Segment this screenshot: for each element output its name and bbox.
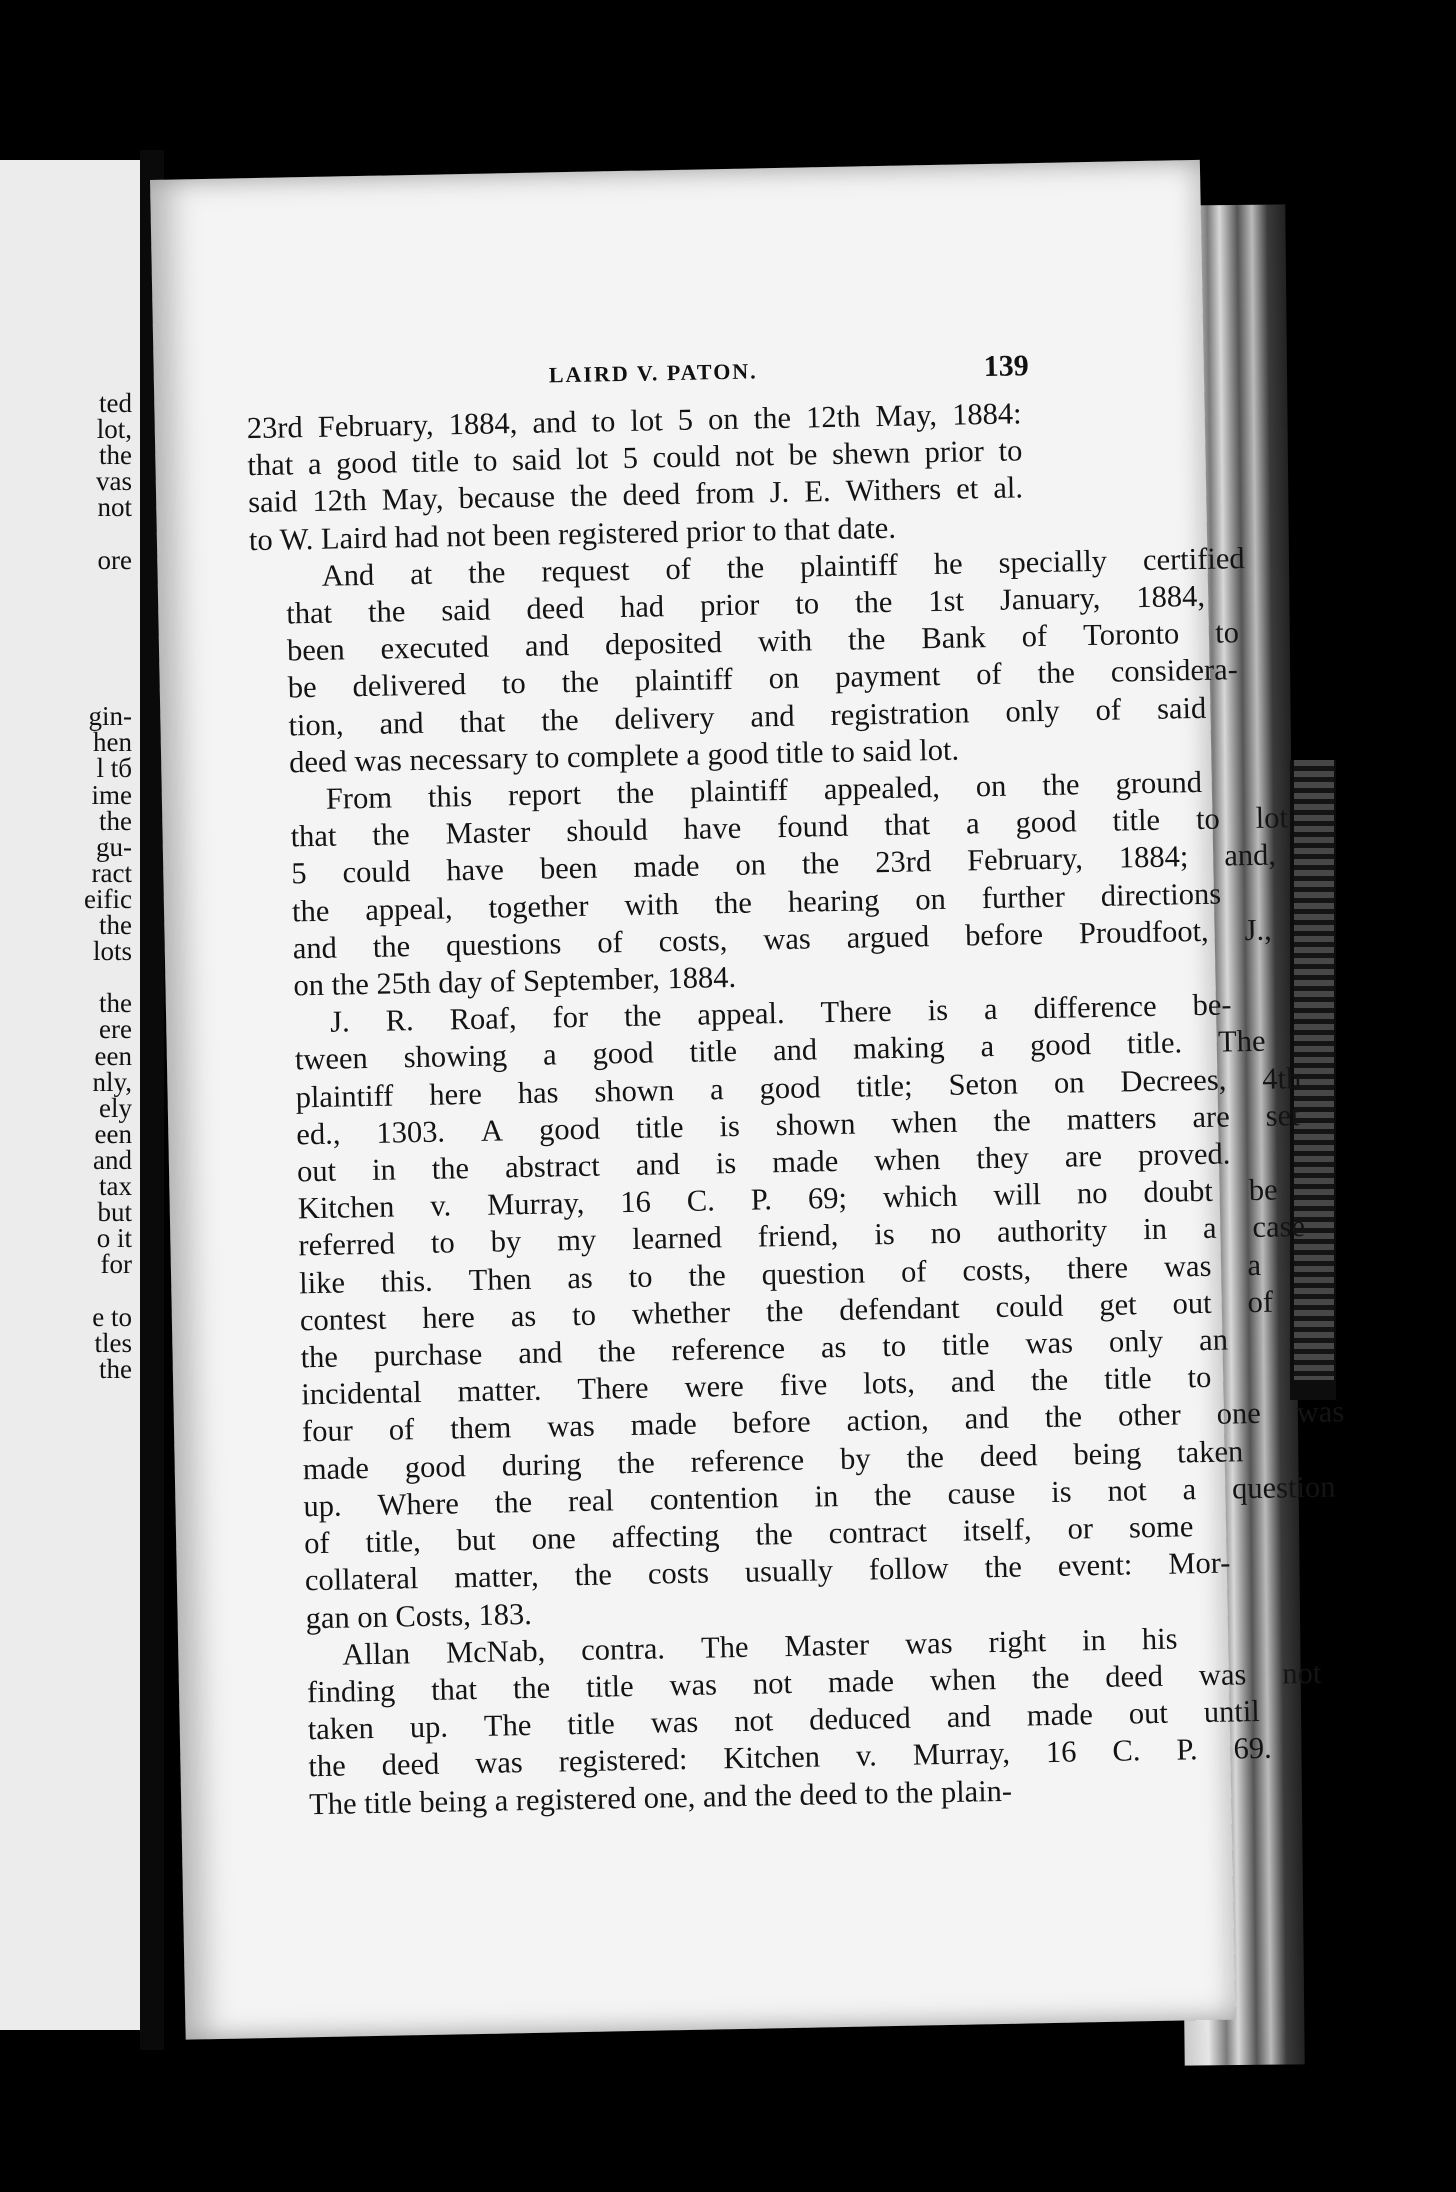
left-page-line: the	[99, 805, 132, 836]
paragraph	[258, 987, 1345, 1637]
left-page-line: gin-	[88, 701, 132, 732]
page-number: 139	[983, 349, 1030, 384]
left-page-line: ely	[99, 1092, 132, 1123]
left-page-line: the	[99, 440, 132, 471]
left-page-line: lots	[92, 936, 132, 967]
text-line: made good during the reference by the deed being taken	[302, 1433, 1244, 1486]
text-line: the purchase and the reference as to title was only an	[300, 1322, 1229, 1375]
left-page-line: and	[93, 1144, 132, 1175]
left-page-line: ime	[91, 779, 132, 810]
text-line: gan on Costs, 183.	[305, 1596, 533, 1635]
left-page-line: hen	[93, 727, 132, 758]
left-page-line: tles	[94, 1327, 132, 1358]
book-page	[150, 160, 1345, 2040]
left-page-line: not	[97, 492, 132, 523]
left-page-line: e to	[92, 1301, 132, 1332]
paragraph	[254, 764, 1289, 1005]
left-page-line: ere	[99, 1014, 132, 1045]
text-line: 23rd February, 1884, and to lot 5 on the 12th May, 1884:	[246, 396, 1022, 446]
text-line: the appeal, together with the hearing on further directions	[291, 876, 1222, 929]
left-page-line: lot,	[96, 414, 132, 445]
text-line: taken up. The title was not deduced and made out until	[307, 1694, 1261, 1747]
left-page-line: ract	[91, 857, 132, 888]
text-line: J. R. Roaf, for the appeal. There is a difference be-	[329, 987, 1232, 1039]
text-line: referred to by my learned friend, is no authority in a case	[298, 1209, 1306, 1263]
left-page-line: gu-	[96, 831, 132, 862]
text-line: that the Master should have found that a good title to lot	[290, 800, 1289, 854]
text-line: ed., 1303. A good title is shown when the matters are set	[296, 1097, 1300, 1152]
left-page-line: vas	[96, 466, 132, 497]
text-line: out in the abstract and is made when they are proved.	[296, 1136, 1231, 1189]
left-page-fragment	[0, 160, 146, 2030]
text-line: and the questions of costs, was argued before Proudfoot, J.,	[292, 912, 1273, 966]
text-line: collateral matter, the costs usually follow the event: Mor-	[304, 1545, 1231, 1598]
text-line: to W. Laird had not been registered prior to that date.	[248, 510, 897, 557]
running-title: LAIRD V. PATON.	[548, 358, 758, 388]
left-page-line: the	[99, 1353, 132, 1384]
text-line: contest here as to whether the defendant could get out of	[299, 1284, 1274, 1338]
text-line: that the said deed had prior to the 1st January, 1884,	[286, 578, 1206, 631]
text-line: From this report the plaintiff appealed, on the ground	[325, 764, 1203, 816]
paragraph	[249, 540, 1245, 782]
text-line: plaintiff here has shown a good title; Seton on Decrees, 4th	[295, 1060, 1302, 1115]
left-page-line: eific	[84, 883, 132, 914]
left-page-line: tax	[99, 1171, 132, 1201]
paragraph	[246, 395, 1024, 559]
left-page-line: ted	[99, 388, 132, 418]
text-line: deed was necessary to complete a good title to said lot.	[288, 732, 960, 780]
text-line: on the 25th day of September, 1884.	[293, 959, 737, 1003]
left-page-line: o it	[96, 1223, 132, 1254]
text-line: The title being a registered one, and the deed to the plain-	[308, 1773, 1013, 1821]
text-line: up. Where the real contention in the cause is not a question	[303, 1469, 1336, 1524]
body-text	[246, 395, 1345, 1823]
text-line: Allan McNab, contra. The Master was right in his	[342, 1621, 1178, 1672]
text-line: four of them was made before action, and the other one was	[301, 1394, 1345, 1449]
text-line: the deed was registered: Kitchen v. Murray, 16 C. P. 69.	[308, 1731, 1273, 1784]
text-line: tion, and that the delivery and registration only of said	[288, 690, 1207, 743]
running-head	[154, 349, 1204, 388]
text-line: like this. Then as to the question of costs, there was a	[298, 1247, 1262, 1301]
text-line: said 12th May, because the deed from J. E. Withers et al.	[247, 470, 1024, 520]
text-line: be delivered to the plaintiff on payment of the considera-	[287, 652, 1239, 705]
left-page-line: een	[94, 1040, 132, 1071]
text-line: of title, but one affecting the contract itself, or some	[303, 1509, 1194, 1561]
text-line: finding that the title was not made when the deed was not	[306, 1655, 1322, 1710]
text-line: And at the request of the plaintiff he specially certified	[321, 540, 1245, 593]
text-line: been executed and deposited with the Bank of Toronto to	[286, 615, 1240, 668]
left-page-line: the	[99, 988, 132, 1019]
text-line: 5 could have been made on the 23rd February, 1884; and,	[291, 837, 1277, 891]
left-page-line: the	[99, 910, 132, 940]
text-line: tween showing a good title and making a good title. The	[294, 1024, 1266, 1077]
left-page-line: ore	[97, 544, 132, 575]
left-page-line: but	[97, 1197, 132, 1228]
text-line: incidental matter. There were five lots, and the title to	[301, 1360, 1212, 1412]
text-line: that a good title to said lot 5 could not be shewn prior to	[247, 433, 1023, 483]
left-page-line: nly,	[92, 1066, 132, 1097]
left-page-line: l tб	[96, 753, 132, 784]
left-page-line: for	[100, 1249, 132, 1280]
text-line: Kitchen v. Murray, 16 C. P. 69; which will no doubt be	[297, 1172, 1278, 1226]
paragraph	[270, 1621, 1322, 1824]
left-page-line: een	[94, 1118, 132, 1149]
